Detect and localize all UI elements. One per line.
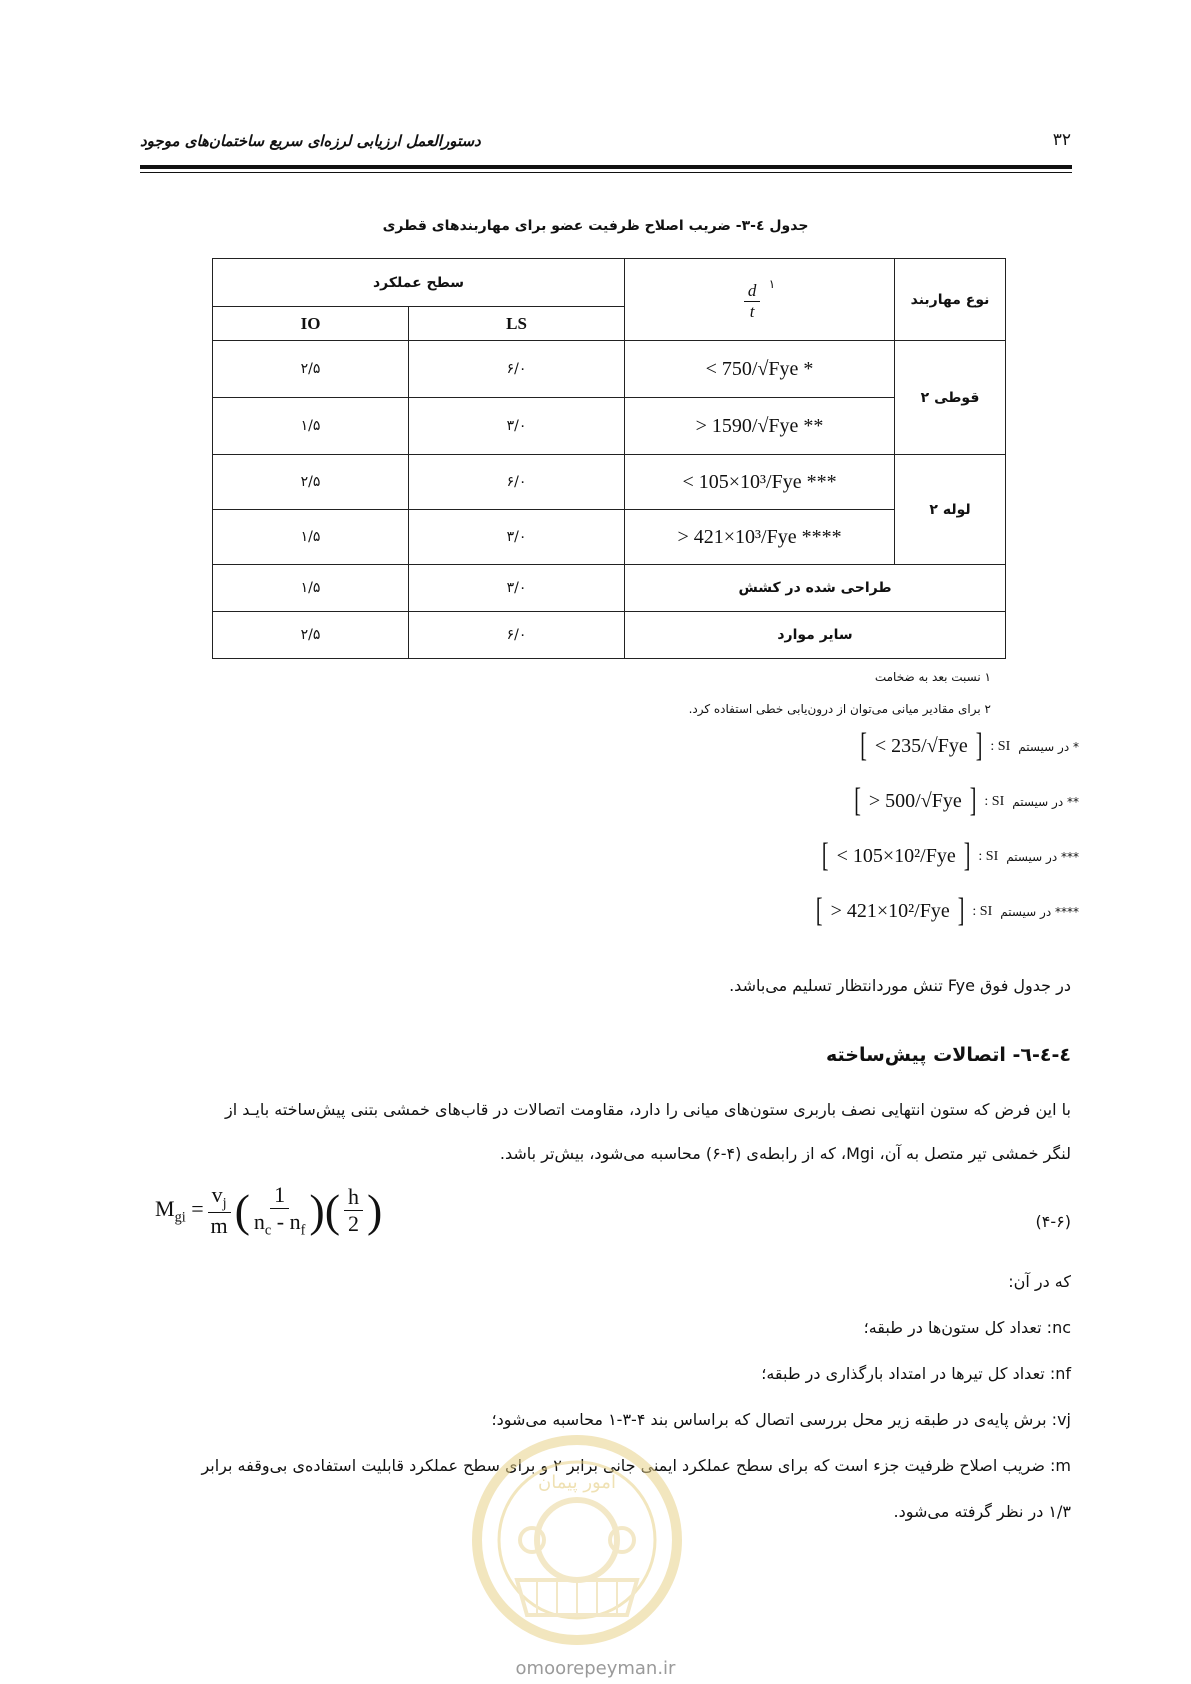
ratio-numerator: d (744, 281, 761, 302)
si-label: SI : (990, 738, 1011, 754)
equation-body: $M_{gi}$ = $\frac{v_j}{m}$ ( $\frac{1}{n_c - n_f}$ )( $\frac{h}{2}$ ) (155, 1182, 383, 1239)
table-row (213, 455, 1006, 510)
ratio-expression: > 421×10³/Fye **** (677, 525, 842, 548)
cell-ls: ۳/۰ (409, 510, 625, 565)
si-note-4: **** در سیستم SI : [ > 421×10²/Fye ] (815, 891, 1079, 930)
cell-ratio (625, 455, 895, 510)
ratio-denominator: t (749, 302, 755, 322)
table-row (213, 341, 1006, 398)
si-expression: > 500/√Fye (868, 790, 962, 812)
organization-seal-watermark (462, 1430, 692, 1650)
cell-io: ۱/۵ (213, 510, 409, 565)
cell-io: ۲/۵ (213, 455, 409, 510)
si-prefix: **** در سیستم (1000, 904, 1079, 919)
header-rule-thin (140, 172, 1072, 173)
cell-ratio (625, 341, 895, 398)
si-note-3: *** در سیستم SI : [ < 105×10²/Fye ] (821, 836, 1079, 875)
definition-m-line-2: ۱/۳ در نظر گرفته می‌شود. (893, 1502, 1071, 1521)
si-label: SI : (972, 903, 993, 919)
table-row (213, 612, 1006, 659)
header-ls: LS (409, 307, 625, 341)
si-prefix: ** در سیستم (1012, 794, 1079, 809)
si-expression: < 235/√Fye (874, 735, 968, 757)
fye-note: در جدول فوق Fye تنش موردانتظار تسلیم می‌باشد. (729, 976, 1071, 995)
equation-4-6 (155, 1182, 382, 1239)
header-ratio (625, 259, 895, 341)
si-expression: < 105×10²/Fye (836, 845, 956, 867)
cell-ls: ۶/۰ (409, 455, 625, 510)
group-pipe-section: لوله ۲ (895, 455, 1006, 565)
cell-ls: ۶/۰ (409, 612, 625, 659)
cell-row-label: سایر موارد (625, 612, 1006, 659)
header-io: IO (213, 307, 409, 341)
cell-io: ۲/۵ (213, 612, 409, 659)
ratio-expression: < 105×10³/Fye *** (682, 470, 837, 493)
footnote-1: ۱ نسبت بعد به ضخامت (874, 670, 991, 684)
paragraph-line-1: با این فرض که ستون انتهایی نصف باربری ستون‌های میانی را دارد، مقاومت اتصالات در قاب‌های خمشی بتنی پیش‌ساخته بایـد از (225, 1100, 1071, 1119)
header-performance-level: سطح عملکرد (213, 259, 625, 307)
ratio-expression: < 750/√Fye * (705, 357, 814, 380)
cell-ls: ۶/۰ (409, 341, 625, 398)
definition-vj: vj: برش پایه‌ی در طبقه زیر محل بررسی اتصال که براساس بند ۴-۳-۱ محاسبه می‌شود؛ (491, 1410, 1071, 1429)
section-heading: ٤-٤-٦- اتصالات پیش‌ساخته (825, 1044, 1071, 1066)
definition-nc: nc: تعداد کل ستون‌ها در طبقه؛ (863, 1318, 1071, 1337)
table-caption: جدول ٤-۳- ضریب اصلاح ظرفیت عضو برای مهاربندهای قطری (382, 218, 809, 234)
si-expression: > 421×10²/Fye (830, 900, 950, 922)
running-header-title: دستورالعمل ارزیابی لرزه‌ای سریع ساختمان‌های موجود (140, 132, 481, 150)
table-row (213, 398, 1006, 455)
where-label: که در آن: (1008, 1272, 1071, 1291)
cell-ls: ۳/۰ (409, 398, 625, 455)
cell-io: ۱/۵ (213, 565, 409, 612)
table-row (213, 510, 1006, 565)
footnote-2: ۲ برای مقادیر میانی می‌توان از درون‌یابی خطی استفاده کرد. (688, 702, 991, 716)
page-number: ۳۲ (1052, 130, 1071, 150)
cell-io: ۲/۵ (213, 341, 409, 398)
ratio-expression: > 1590/√Fye ** (695, 414, 824, 437)
cell-ratio (625, 510, 895, 565)
capacity-table (212, 258, 1006, 659)
cell-io: ۱/۵ (213, 398, 409, 455)
si-note-1: * در سیستم SI : [ < 235/√Fye ] (860, 726, 1079, 765)
si-note-2: ** در سیستم SI : [ > 500/√Fye ] (854, 781, 1079, 820)
cell-ratio (625, 398, 895, 455)
si-label: SI : (978, 848, 999, 864)
si-prefix: *** در سیستم (1006, 849, 1079, 864)
seal-lettering: امور پیمان (538, 1472, 616, 1493)
ratio-footnote-mark: ۱ (768, 276, 776, 291)
definition-m-line-1: m: ضریب اصلاح ظرفیت جزء است که برای سطح عملکرد ایمنی جانی برابر ۲ و برای سطح عملکرد قابلیت استفاده‌ی بی‌وقفه برابر (201, 1456, 1071, 1475)
equation-number: (۴-۶) (1035, 1212, 1071, 1231)
definition-nf: nf: تعداد کل تیرها در امتداد بارگذاری در طبقه؛ (761, 1364, 1071, 1383)
header-brace-type: نوع مهاربند (895, 259, 1006, 341)
si-prefix: * در سیستم (1018, 739, 1079, 754)
table-row (213, 565, 1006, 612)
header-rule (140, 165, 1072, 169)
cell-ls: ۳/۰ (409, 565, 625, 612)
si-label: SI : (984, 793, 1005, 809)
cell-row-label: طراحی شده در کشش (625, 565, 1006, 612)
paragraph-line-2: لنگر خمشی تیر متصل به آن، Mgi، که از رابطه‌ی (۴-۶) محاسبه می‌شود، بیش‌تر باشد. (499, 1144, 1071, 1163)
group-box-section: قوطی ۲ (895, 341, 1006, 455)
watermark-url: omoorepeyman.ir (515, 1658, 676, 1679)
